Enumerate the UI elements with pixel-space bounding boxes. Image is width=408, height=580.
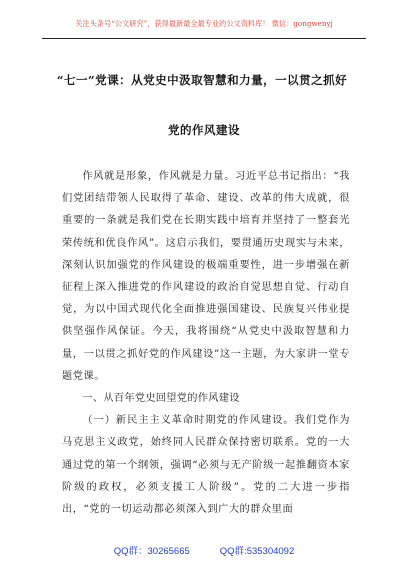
- document-title-line-2: 党的作风建设: [168, 123, 240, 137]
- header-divider: [42, 38, 366, 39]
- section-heading-1: 一、从百年党史回望党的作风建设: [82, 393, 240, 405]
- document-title-line-1: “七一”党课：从党史中汲取智慧和力量，一以贯之抓好: [56, 73, 348, 87]
- footer-contacts: [0, 543, 408, 557]
- paragraph-intro: 作风就是形象，作风就是力量。习近平总书记指出：“我们党团结带领人民取得了革命、建设、改革的伟大成就，很重要的一条就是我们党在长期实践中培育并坚持了一整套光荣传统和优良作风”。这启示我们，要贯通历史现实与未来，深刻认识加强党的作风建设的极端重要性，进一步增强在新征程上深入推进党的作风建设的政治自觉思想自觉、行动自觉，为以中国式现代化全面推进强国建设、民族复兴伟业提供坚强作风保证。今天，我将围绕“从党史中汲取智慧和力量，一以贯之抓好党的作风建设”这一主题，为大家讲一堂专题党课。: [62, 171, 350, 382]
- footer-qq-group-1: QQ群：30265665: [113, 546, 190, 557]
- paragraph-subsection-1: （一）新民主主义革命时期党的作风建设。我们党作为马克思主义政党，始终同人民群众保持密切联系。党的一大通过党的第一个纲领，强调“必须与无产阶级一起推翻资本家阶级的政权，必须支援工人阶级”。党的二大进一步指出，“党的一切运动都必须深入到广大的群众里面: [62, 415, 350, 516]
- header-banner: 关注头条号“公文研究”，获得最新最全最专业的公文资料库！ 微信：gongwenyj: [75, 19, 333, 28]
- document-body: [62, 166, 350, 521]
- footer-qq-group-2: QQ群:535304092: [219, 546, 295, 557]
